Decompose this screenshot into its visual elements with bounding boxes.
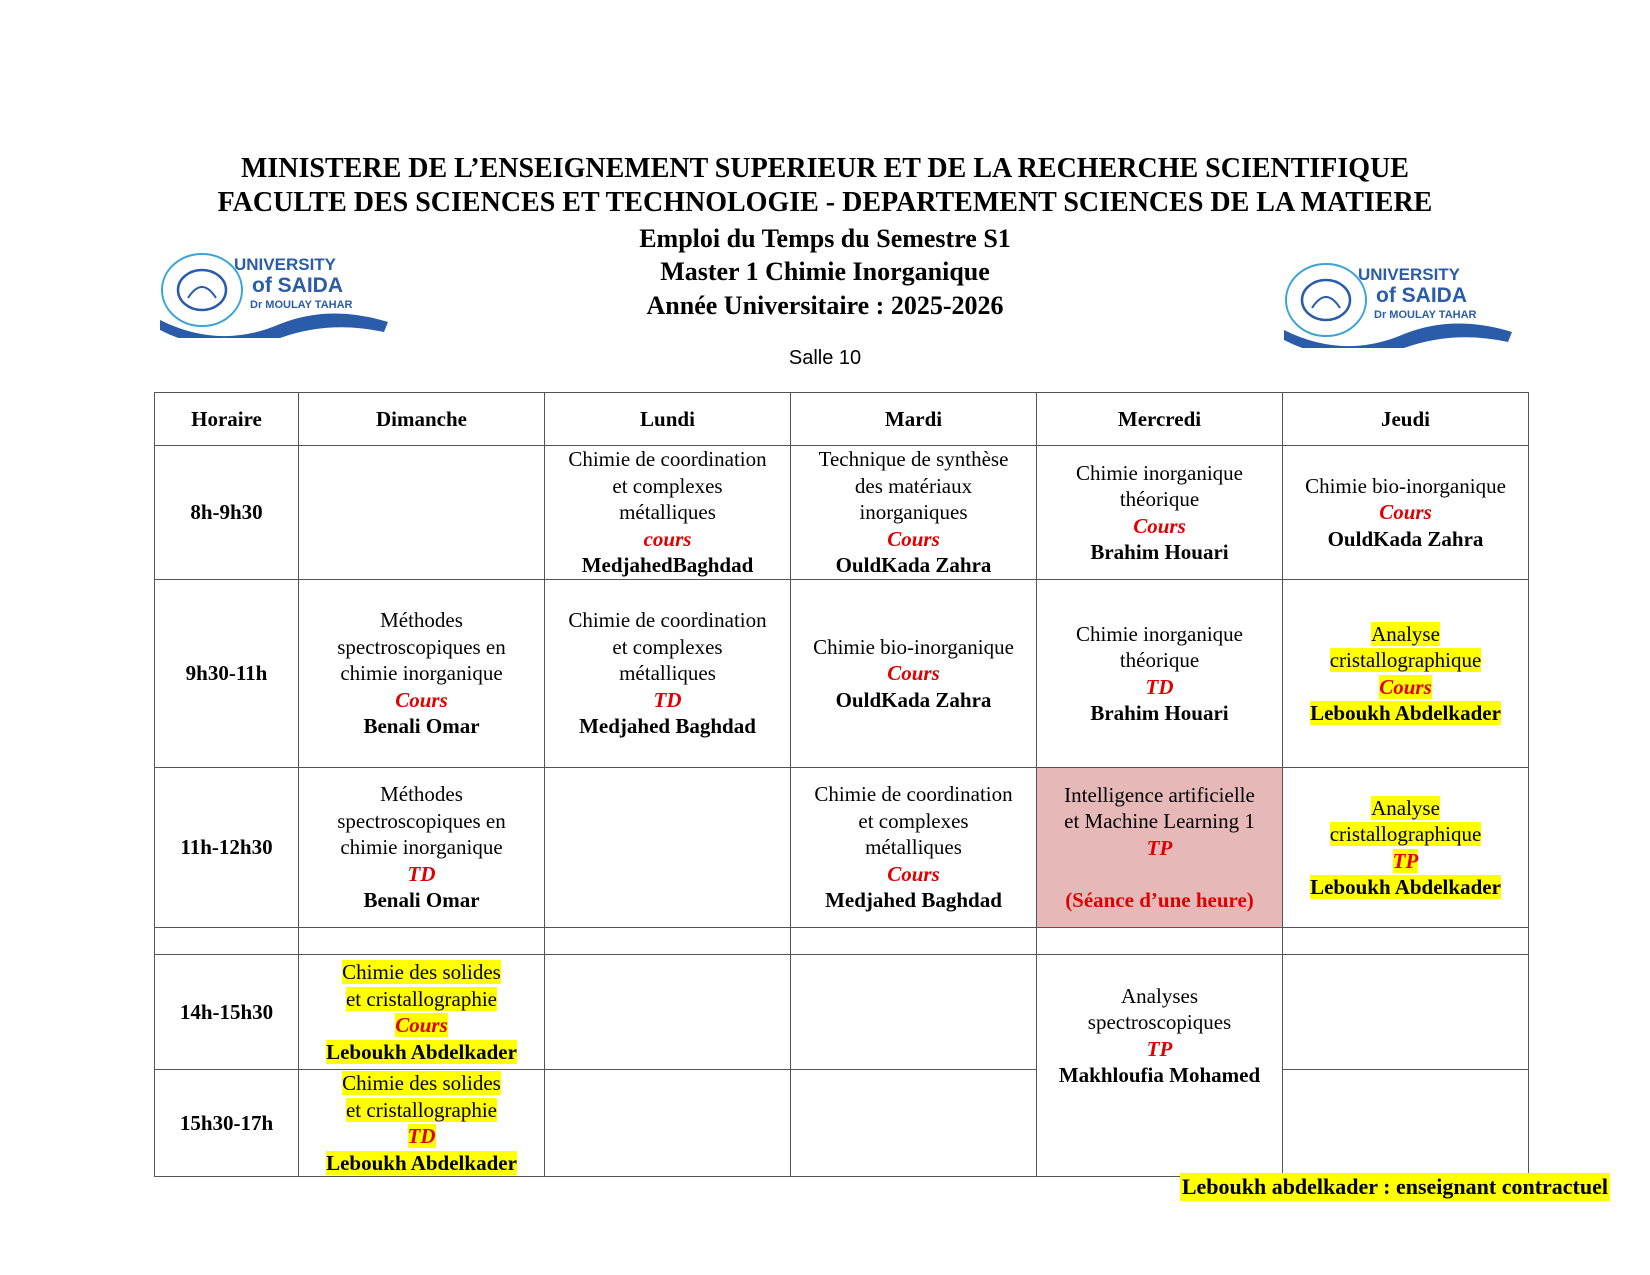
course-teacher: OuldKada Zahra xyxy=(1327,526,1484,551)
course-subject: théorique xyxy=(1119,487,1200,511)
course-type: TD xyxy=(407,861,436,886)
line xyxy=(299,1150,544,1177)
col-header-horaire: Horaire xyxy=(155,393,299,446)
course-cell xyxy=(791,768,1037,928)
time-slot: 15h30-17h xyxy=(155,1070,299,1177)
empty-cell xyxy=(299,928,545,955)
course-teacher: Brahim Houari xyxy=(1090,701,1229,725)
course-subject: Chimie de coordination xyxy=(568,447,767,472)
line xyxy=(299,1123,544,1150)
course-subject: Chimie des solides xyxy=(342,1071,501,1095)
course-type: Cours xyxy=(887,861,940,886)
table-row-gap xyxy=(155,928,1529,955)
course-cell xyxy=(299,768,545,928)
empty-cell xyxy=(155,928,299,955)
empty-cell xyxy=(1283,955,1529,1070)
course-subject: et complexes xyxy=(612,634,723,659)
course-type: Cours xyxy=(395,687,448,712)
course-subject: et cristallographie xyxy=(345,1097,498,1122)
logo-line2: of SAIDA xyxy=(252,274,343,297)
course-subject: chimie inorganique xyxy=(340,835,503,860)
course-cell xyxy=(1037,446,1283,580)
course-teacher: MedjahedBaghdad xyxy=(581,553,754,578)
course-subject: Chimie bio-inorganique xyxy=(813,634,1014,659)
course-subject: Analyse xyxy=(1371,795,1440,820)
header-row xyxy=(155,393,1529,446)
course-type: TD xyxy=(653,687,682,712)
course-subject: Méthodes xyxy=(380,608,463,633)
course-type: Cours xyxy=(395,1013,448,1037)
course-subject: et complexes xyxy=(858,808,969,833)
table-row xyxy=(155,580,1529,768)
course-subject: cristallographique xyxy=(1329,648,1482,672)
logo-line2: of SAIDA xyxy=(1376,284,1467,307)
course-subject: des matériaux xyxy=(854,473,973,498)
time-slot: 11h-12h30 xyxy=(155,768,299,928)
course-subject: métalliques xyxy=(865,835,962,860)
course-cell xyxy=(545,446,791,580)
course-teacher: OuldKada Zahra xyxy=(835,553,992,578)
university-logo-right xyxy=(1282,258,1514,348)
line xyxy=(1283,621,1528,648)
course-type: TP xyxy=(1146,835,1173,860)
course-cell xyxy=(545,580,791,768)
empty-cell xyxy=(1283,928,1529,955)
course-cell xyxy=(1037,580,1283,768)
line xyxy=(299,959,544,986)
course-subject: spectroscopiques en xyxy=(337,808,506,833)
col-header-mardi: Mardi xyxy=(791,393,1037,446)
course-teacher: Medjahed Baghdad xyxy=(825,888,1002,913)
course-subject: cristallographique xyxy=(1329,822,1482,846)
course-subject: Chimie de coordination xyxy=(568,608,767,633)
session-note: (Séance d’une heure) xyxy=(1065,888,1254,912)
logo-book-icon xyxy=(1312,297,1340,308)
time-slot: 14h-15h30 xyxy=(155,955,299,1070)
course-subject: Analyse xyxy=(1371,621,1440,646)
program-title: Master 1 Chimie Inorganique xyxy=(660,257,990,286)
empty-cell xyxy=(545,768,791,928)
time-slot: 9h30-11h xyxy=(155,580,299,768)
empty-cell xyxy=(545,928,791,955)
time-slot: 8h-9h30 xyxy=(155,446,299,580)
logo-line3: Dr MOULAY TAHAR xyxy=(250,299,353,311)
line xyxy=(299,1012,544,1039)
course-subject: Chimie inorganique xyxy=(1075,621,1243,646)
course-subject: Chimie inorganique xyxy=(1075,460,1243,485)
course-type: Cours xyxy=(887,526,940,551)
line xyxy=(1283,795,1528,822)
logo-seal-ring xyxy=(1286,264,1366,336)
line xyxy=(1283,700,1528,727)
course-cell xyxy=(791,580,1037,768)
course-subject: chimie inorganique xyxy=(340,661,503,686)
empty-cell xyxy=(791,928,1037,955)
course-subject: Chimie de coordination xyxy=(814,782,1013,807)
course-subject: Chimie des solides xyxy=(342,960,501,984)
course-subject: et cristallographie xyxy=(345,986,498,1011)
line xyxy=(1283,821,1528,848)
course-teacher: Leboukh Abdelkader xyxy=(1310,875,1501,899)
logo-seal-ring xyxy=(162,254,242,326)
course-cell-highlighted xyxy=(299,955,545,1070)
col-header-dimanche: Dimanche xyxy=(299,393,545,446)
logo-seal-inner xyxy=(1302,280,1350,320)
course-subject: et Machine Learning 1 xyxy=(1064,809,1255,833)
course-subject: Intelligence artificielle xyxy=(1064,782,1255,807)
line xyxy=(299,1070,544,1097)
course-subject: théorique xyxy=(1119,648,1200,672)
line xyxy=(1283,848,1528,875)
line xyxy=(299,1039,544,1066)
course-cell xyxy=(1283,446,1529,580)
line xyxy=(1283,674,1528,701)
course-cell xyxy=(791,446,1037,580)
course-cell-ai xyxy=(1037,768,1283,928)
line xyxy=(299,986,544,1013)
course-subject: Analyses xyxy=(1121,983,1198,1008)
line xyxy=(299,1097,544,1124)
course-subject: métalliques xyxy=(619,500,716,525)
course-teacher: Leboukh Abdelkader xyxy=(326,1150,517,1175)
course-teacher: Brahim Houari xyxy=(1090,540,1229,564)
course-teacher: Benali Omar xyxy=(363,888,480,913)
table-row xyxy=(155,955,1529,1070)
course-type: Cours xyxy=(1379,500,1432,525)
course-subject: Technique de synthèse xyxy=(818,447,1009,472)
empty-cell xyxy=(545,955,791,1070)
logo-seal-inner xyxy=(178,270,226,310)
course-teacher: Medjahed Baghdad xyxy=(579,714,756,739)
logo-line1: UNIVERSITY xyxy=(234,255,337,274)
course-type: Cours xyxy=(1379,674,1432,699)
course-type: TP xyxy=(1392,848,1419,873)
course-subject: spectroscopiques en xyxy=(337,634,506,659)
empty-cell xyxy=(791,955,1037,1070)
course-subject: et complexes xyxy=(612,473,723,498)
course-teacher: Benali Omar xyxy=(363,714,480,739)
course-type: cours xyxy=(643,526,692,551)
course-cell xyxy=(1037,955,1283,1177)
course-teacher: OuldKada Zahra xyxy=(835,687,992,712)
course-type: TP xyxy=(1146,1036,1173,1061)
course-subject: inorganiques xyxy=(859,500,968,525)
faculty-title: FACULTE DES SCIENCES ET TECHNOLOGIE - DEPARTEMENT SCIENCES DE LA MATIERE xyxy=(217,187,1433,218)
empty-cell xyxy=(791,1070,1037,1177)
col-header-lundi: Lundi xyxy=(545,393,791,446)
schedule-title: Emploi du Temps du Semestre S1 xyxy=(639,224,1011,253)
room-label: Salle 10 xyxy=(788,347,862,369)
empty-cell xyxy=(299,446,545,580)
course-type: TD xyxy=(407,1124,436,1148)
course-cell-highlighted xyxy=(1283,768,1529,928)
empty-cell xyxy=(1283,1070,1529,1177)
course-subject: métalliques xyxy=(619,661,716,686)
university-logo-left xyxy=(158,248,390,338)
table-row xyxy=(155,446,1529,580)
course-type: TD xyxy=(1145,674,1174,699)
ministry-title: MINISTERE DE L’ENSEIGNEMENT SUPERIEUR ET DE LA RECHERCHE SCIENTIFIQUE xyxy=(240,153,1409,184)
course-cell xyxy=(299,580,545,768)
logo-line1: UNIVERSITY xyxy=(1358,265,1461,284)
course-teacher: Leboukh Abdelkader xyxy=(1310,701,1501,725)
timetable xyxy=(154,392,1529,1177)
col-header-mercredi: Mercredi xyxy=(1037,393,1283,446)
course-subject: Méthodes xyxy=(380,782,463,807)
course-subject: spectroscopiques xyxy=(1087,1010,1232,1034)
course-cell-highlighted xyxy=(1283,580,1529,768)
logo-book-icon xyxy=(188,287,216,298)
course-teacher: Makhloufia Mohamed xyxy=(1058,1063,1261,1087)
logo-line3: Dr MOULAY TAHAR xyxy=(1374,309,1477,321)
footer-note: Leboukh abdelkader : enseignant contractuel xyxy=(1181,1174,1608,1199)
line xyxy=(1283,874,1528,901)
course-subject: Chimie bio-inorganique xyxy=(1305,473,1506,498)
table-row xyxy=(155,768,1529,928)
course-teacher: Leboukh Abdelkader xyxy=(326,1039,517,1064)
course-type: Cours xyxy=(887,661,940,686)
col-header-jeudi: Jeudi xyxy=(1283,393,1529,446)
course-type: Cours xyxy=(1133,513,1186,538)
empty-cell xyxy=(545,1070,791,1177)
academic-year: Année Universitaire : 2025-2026 xyxy=(646,291,1004,320)
empty-cell xyxy=(1037,928,1283,955)
course-cell-highlighted xyxy=(299,1070,545,1177)
table-row xyxy=(155,1070,1529,1177)
line xyxy=(1283,647,1528,674)
